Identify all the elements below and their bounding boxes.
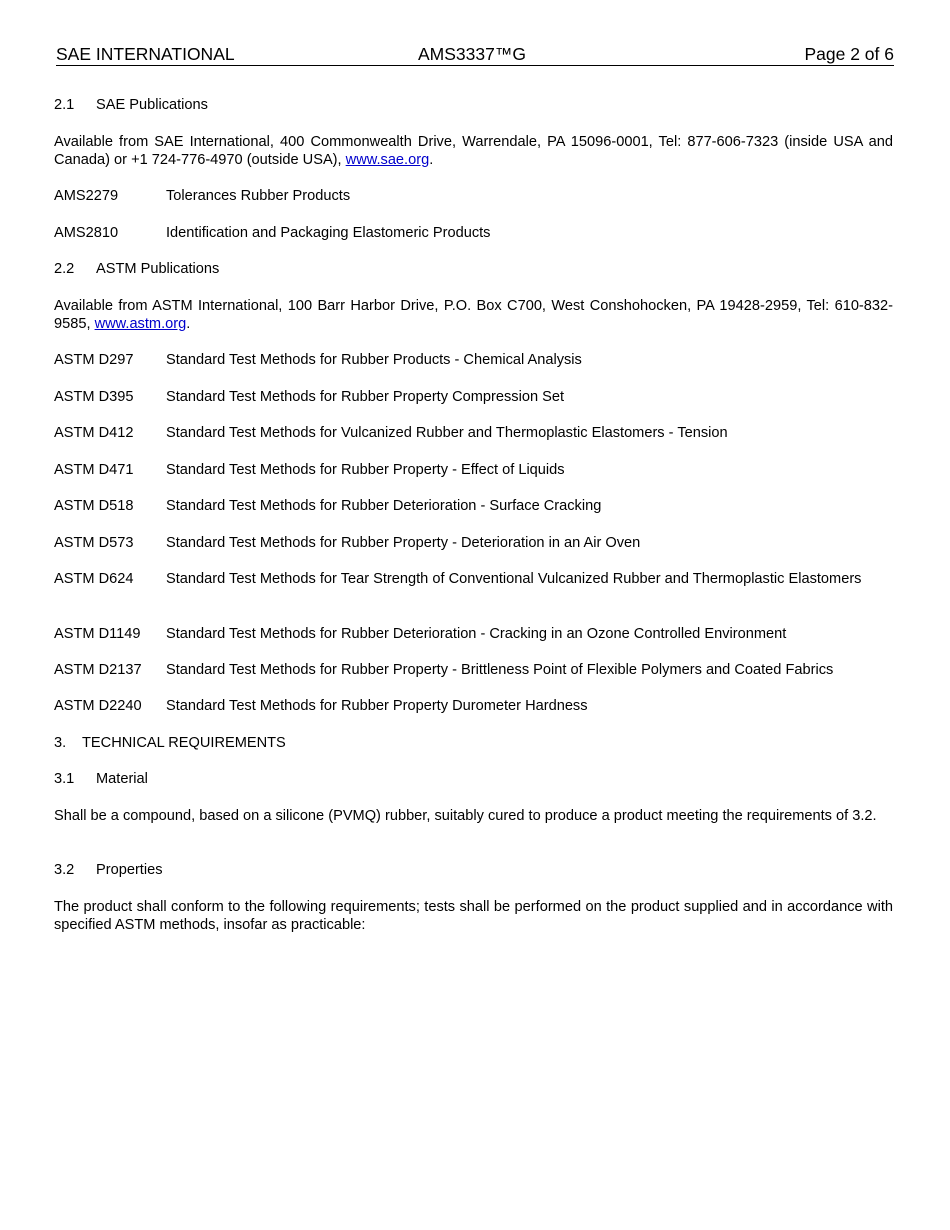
reference-title: Standard Test Methods for Vulcanized Rubber and Thermoplastic Elastomers - Tension [166,425,728,441]
section-number: 3.2 [54,862,75,878]
reference-title: Standard Test Methods for Rubber Property - Effect of Liquids [166,462,565,478]
reference-code: ASTM D297 [54,352,134,368]
properties-paragraph: The product shall conform to the following requirements; tests shall be performed on the product supplied and in accordance with specified ASTM methods, insofar as practicable: [54,899,893,933]
section-number: 3. [54,735,67,751]
section-number: 2.1 [54,97,75,113]
reference-item [54,534,893,552]
reference-code: AMS2279 [54,188,119,204]
reference-item [54,625,893,643]
reference-title: Standard Test Methods for Rubber Deterioration - Cracking in an Ozone Controlled Environment [166,626,787,642]
sae-website-link[interactable]: www.sae.org [345,152,430,168]
header-org: SAE INTERNATIONAL [56,44,235,64]
section-number: 3.1 [54,771,75,787]
reference-title: Standard Test Methods for Rubber Products - Chemical Analysis [166,352,582,368]
reference-title: Standard Test Methods for Rubber Property - Deterioration in an Air Oven [166,535,641,551]
section-title: Material [96,771,148,787]
reference-code: ASTM D395 [54,389,134,405]
reference-title: Standard Test Methods for Tear Strength of Conventional Vulcanized Rubber and Thermoplastic Elastomers [166,571,862,587]
astm-availability-paragraph [54,297,893,333]
reference-item [54,388,893,406]
section-heading-3-2 [54,861,893,879]
reference-code: ASTM D624 [54,571,134,587]
reference-code: AMS2810 [54,225,119,241]
reference-title: Standard Test Methods for Rubber Deterioration - Surface Cracking [166,498,602,514]
section-title: SAE Publications [96,97,208,113]
header-doc-id: AMS3337™G [418,44,526,64]
section-title: TECHNICAL REQUIREMENTS [82,735,286,751]
section-title: Properties [96,862,163,878]
section-number: 2.2 [54,261,75,277]
reference-title: Standard Test Methods for Rubber Property Durometer Hardness [166,698,588,714]
reference-item [54,697,893,715]
reference-code: ASTM D471 [54,462,134,478]
section-title: ASTM Publications [96,261,220,277]
sentence-end: . [186,316,191,332]
astm-website-link[interactable]: www.astm.org [94,316,187,332]
reference-item [54,461,893,479]
reference-item [54,570,893,588]
section-heading-3-1 [54,770,893,788]
reference-code: ASTM D518 [54,498,134,514]
reference-item [54,351,893,369]
astm-availability-text: Available from ASTM International, 100 Barr Harbor Drive, P.O. Box C700, West Conshohocken, PA 19428-2959, Tel: 610-832-9585, [54,298,893,332]
sentence-end: . [429,152,434,168]
reference-code: ASTM D1149 [54,626,141,642]
reference-title: Standard Test Methods for Rubber Property - Brittleness Point of Flexible Polymers and Coated Fabrics [166,662,834,678]
section-heading-2-1 [54,96,893,114]
reference-item [54,661,893,679]
page-header [56,44,894,66]
sae-availability-text: Available from SAE International, 400 Commonwealth Drive, Warrendale, PA 15096-0001, Tel: 877-606-7323 (inside USA and Canada) or +1 724-776-4970 (outside USA), [54,134,893,168]
header-page-number: Page 2 of 6 [804,44,894,64]
reference-item [54,424,893,442]
reference-code: ASTM D2240 [54,698,142,714]
reference-title: Standard Test Methods for Rubber Property Compression Set [166,389,565,405]
reference-item [54,497,893,515]
section-heading-3 [54,734,893,752]
section-heading-2-2 [54,260,893,278]
reference-code: ASTM D2137 [54,662,142,678]
reference-code: ASTM D412 [54,425,134,441]
reference-title: Tolerances Rubber Products [166,188,351,204]
sae-availability-paragraph [54,133,893,169]
material-paragraph: Shall be a compound, based on a silicone (PVMQ) rubber, suitably cured to produce a product meeting the requirements of 3.2. [54,808,877,824]
reference-title: Identification and Packaging Elastomeric Products [166,225,491,241]
reference-item [54,187,893,205]
reference-item [54,224,893,242]
reference-code: ASTM D573 [54,535,134,551]
